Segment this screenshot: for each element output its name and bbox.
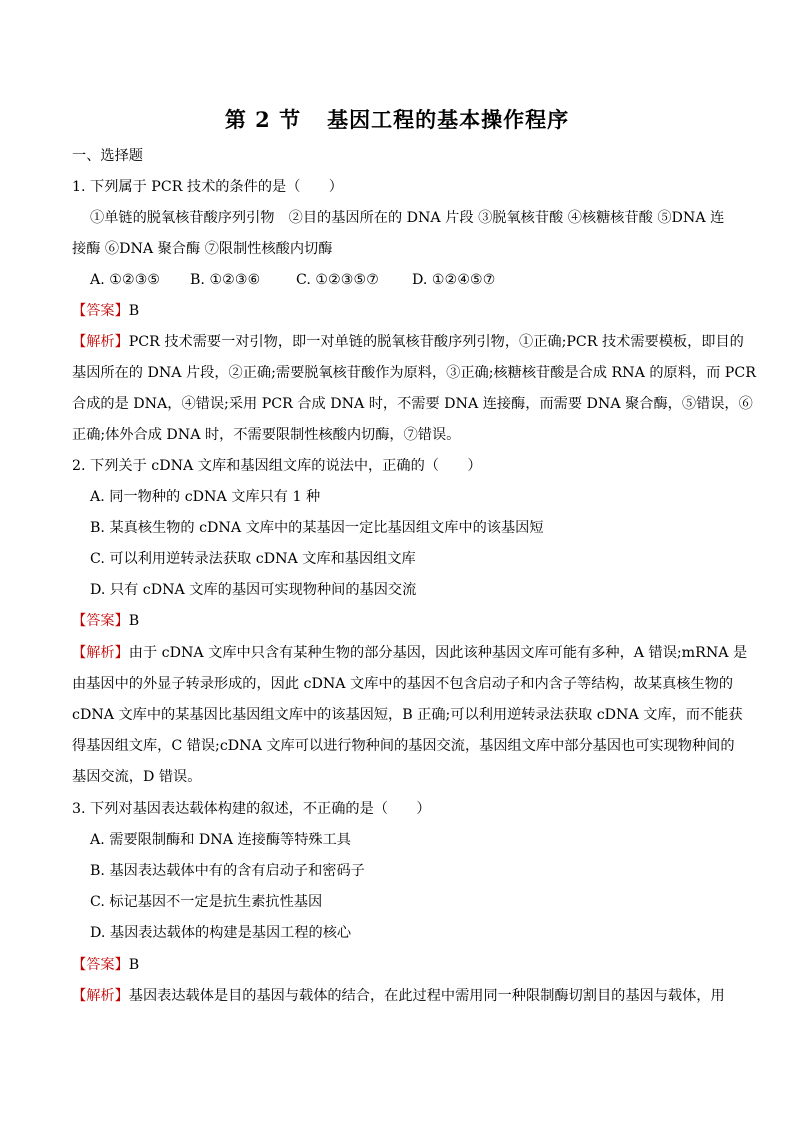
section-name: 基因工程的基本操作程序: [327, 107, 570, 132]
q3-analysis-line: [72, 986, 725, 1006]
analysis-label: 【解析】: [72, 334, 129, 350]
q3-option-c: C. 标记基因不一定是抗生素抗性基因: [90, 894, 323, 910]
answer-value: B: [128, 957, 140, 973]
q1-analysis-line: 正确;体外合成 DNA 时，不需要限制性核酸内切酶，⑦错误。: [72, 427, 461, 443]
section-number: 第 2 节: [224, 107, 302, 132]
answer-label: 【答案】: [72, 957, 129, 973]
q1-answer: [72, 301, 139, 321]
q1-items-line2: 接酶 ⑥DNA 聚合酶 ⑦限制性核酸内切酶: [72, 241, 333, 257]
q2-option-b: B. 某真核生物的 cDNA 文库中的某基因一定比基因组文库中的该基因短: [90, 520, 544, 536]
q1-analysis-line: 基因所在的 DNA 片段，②正确;需要脱氧核苷酸作为原料，③正确;核糖核苷酸是合成 RNA 的原料，而 PCR: [72, 365, 756, 381]
q2-stem: 2. 下列关于 cDNA 文库和基因组文库的说法中，正确的（ ）: [72, 458, 482, 474]
q2-analysis-line: [72, 643, 748, 663]
analysis-text: 由于 cDNA 文库中只含有某种生物的部分基因，因此该种基因文库可能有多种，A 错误;mRNA 是: [128, 645, 748, 661]
q1-stem: 1. 下列属于 PCR 技术的条件的是（ ）: [72, 179, 343, 195]
analysis-label: 【解析】: [72, 645, 129, 661]
q2-option-a: A. 同一物种的 cDNA 文库只有 1 种: [90, 489, 321, 505]
q2-option-d: D. 只有 cDNA 文库的基因可实现物种间的基因交流: [90, 582, 417, 598]
q2-answer: [72, 611, 139, 631]
analysis-label: 【解析】: [72, 988, 129, 1004]
q3-answer: [72, 955, 139, 975]
section-label: 一、选择题: [72, 148, 143, 164]
answer-value: B: [128, 303, 140, 319]
answer-label: 【答案】: [72, 613, 129, 629]
analysis-text: 基因表达载体是目的基因与载体的结合，在此过程中需用同一种限制酶切割目的基因与载体，用: [128, 988, 725, 1004]
q2-option-c: C. 可以利用逆转录法获取 cDNA 文库和基因组文库: [90, 551, 416, 567]
q1-analysis-line: [72, 332, 744, 352]
page-title: [0, 104, 794, 134]
q3-option-a: A. 需要限制酶和 DNA 连接酶等特殊工具: [90, 832, 351, 848]
q3-stem: 3. 下列对基因表达载体构建的叙述，不正确的是（ ）: [72, 801, 431, 817]
q1-option-a: A. ①②③⑤: [90, 272, 161, 288]
q2-analysis-line: 得基因组文库，C 错误;cDNA 文库可以进行物种间的基因交流，基因组文库中部分基因也可实现物种间的: [72, 738, 735, 754]
q1-option-c: C. ①②③⑤⑦: [296, 272, 379, 288]
q1-analysis-line: 合成的是 DNA，④错误;采用 PCR 合成 DNA 时，不需要 DNA 连接酶，而需要 DNA 聚合酶，⑤错误，⑥: [72, 396, 753, 412]
q1-option-b: B. ①②③⑥: [190, 272, 261, 288]
q3-option-d: D. 基因表达载体的构建是基因工程的核心: [90, 925, 352, 941]
q1-items-line1: ①单链的脱氧核苷酸序列引物 ②目的基因所在的 DNA 片段 ③脱氧核苷酸 ④核糖核苷酸 ⑤DNA 连: [90, 210, 725, 226]
q2-analysis-line: cDNA 文库中的某基因比基因组文库中的该基因短，B 正确;可以利用逆转录法获取 cDNA 文库，而不能获: [72, 707, 743, 723]
answer-value: B: [128, 613, 140, 629]
q1-options: [90, 270, 495, 290]
q3-option-b: B. 基因表达载体中有的含有启动子和密码子: [90, 863, 365, 879]
q2-analysis-line: 由基因中的外显子转录形成的，因此 cDNA 文库中的基因不包含启动子和内含子等结构，故某真核生物的: [72, 676, 734, 692]
q2-analysis-line: 基因交流，D 错误。: [72, 769, 202, 785]
q1-option-d: D. ①②④⑤⑦: [412, 272, 496, 288]
analysis-text: PCR 技术需要一对引物，即一对单链的脱氧核苷酸序列引物，①正确;PCR 技术需要模板，即目的: [128, 334, 744, 350]
answer-label: 【答案】: [72, 303, 129, 319]
